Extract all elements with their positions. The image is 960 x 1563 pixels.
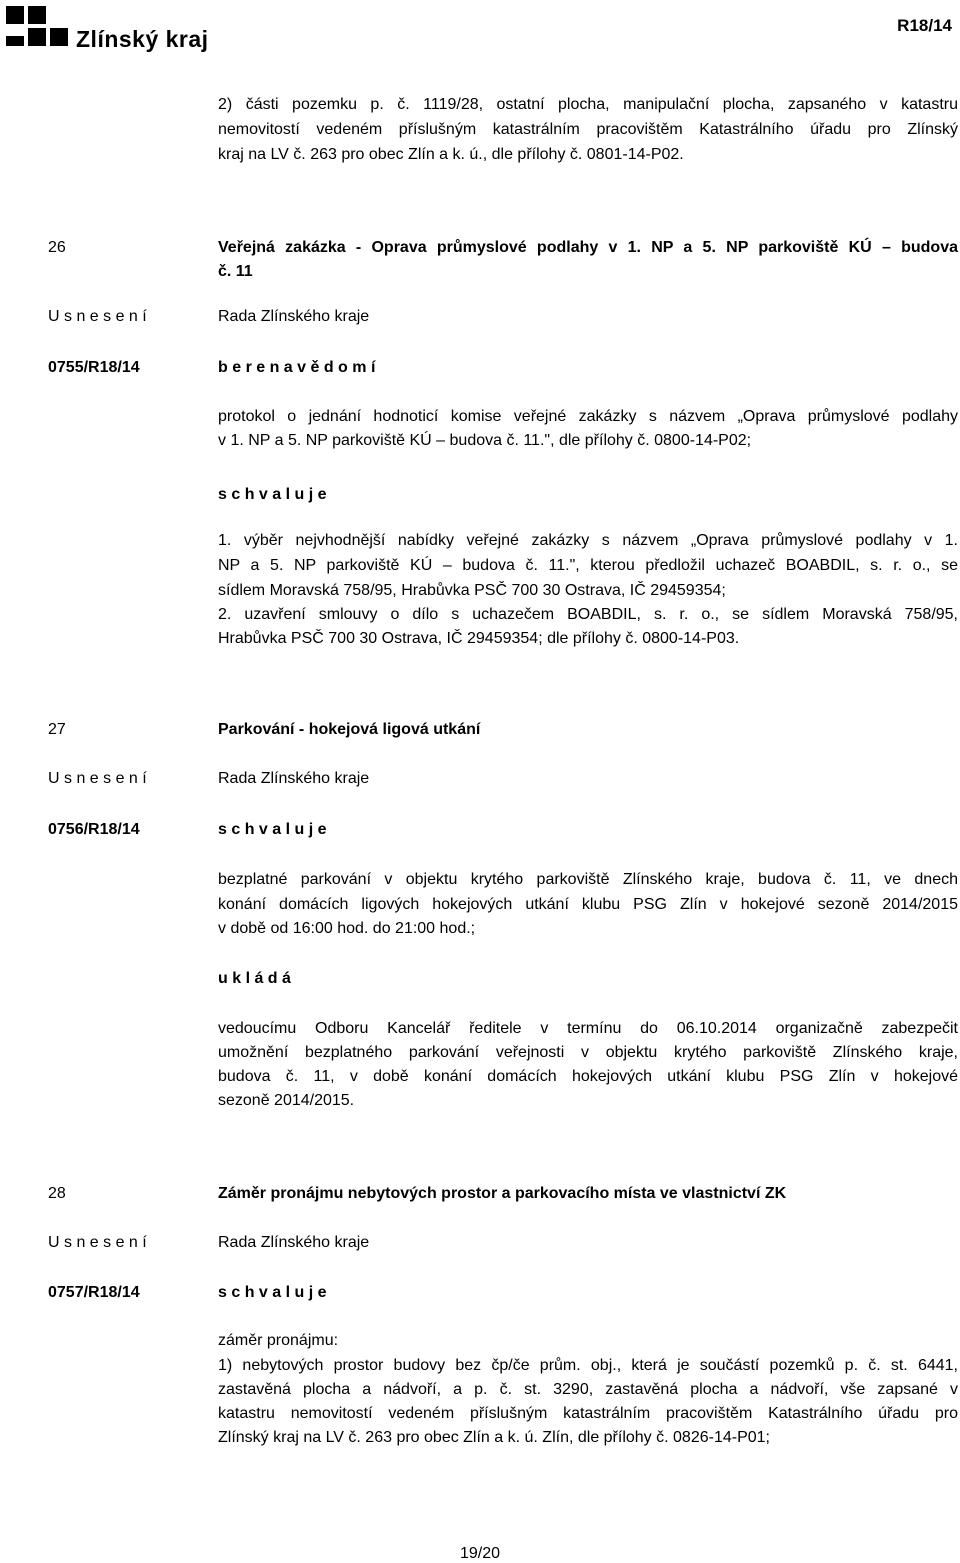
resolution-text-line: sezoně 2014/2015. [218, 1092, 355, 1109]
usneseni-label: U s n e s e n í [48, 1234, 147, 1251]
logo-square-icon [50, 28, 68, 46]
resolution-text-line: v 1. NP a 5. NP parkoviště KÚ – budova č. 11.", dle přílohy č. 0800-14-P02; [218, 432, 752, 449]
resolution-id: 0757/R18/14 [48, 1284, 140, 1301]
resolution-text-line: 2. uzavření smlouvy o dílo s uchazečem BOABDIL, s. r. o., se sídlem Moravská 758/95, [218, 606, 958, 623]
intro-line: nemovitostí vedeném příslušným katastrálním pracovištěm Katastrálního úřadu pro Zlínský [218, 121, 958, 138]
resolution-text-line: v době od 16:00 hod. do 21:00 hod.; [218, 920, 476, 937]
intro-line: 2) části pozemku p. č. 1119/28, ostatní plocha, manipulační plocha, zapsaného v katastru [218, 96, 958, 113]
resolution-text-line: NP a 5. NP parkoviště KÚ – budova č. 11.", kterou předložil uchazeč BOABDIL, s. r. o., se [218, 557, 958, 574]
resolution-text-line: Hrabůvka PSČ 700 30 Ostrava, IČ 29459354; dle přílohy č. 0800-14-P03. [218, 630, 740, 647]
resolution-text-line: Zlínský kraj na LV č. 263 pro obec Zlín a k. ú. Zlín, dle přílohy č. 0826-14-P01; [218, 1429, 770, 1446]
item-number: 27 [48, 721, 66, 738]
resolution-text-line: vedoucímu Odboru Kancelář ředitele v termínu do 06.10.2014 organizačně zabezpečit [218, 1020, 958, 1037]
item-title: Parkování - hokejová ligová utkání [218, 721, 481, 738]
logo-text: Zlínský kraj [76, 26, 209, 52]
item-number: 26 [48, 239, 66, 256]
resolution-text-line: bezplatné parkování v objektu krytého parkoviště Zlínského kraje, budova č. 11, ve dnech [218, 871, 958, 888]
resolution-text-line: záměr pronájmu: [218, 1332, 339, 1349]
intro-line: kraj na LV č. 263 pro obec Zlín a k. ú., dle přílohy č. 0801-14-P02. [218, 146, 684, 163]
resolution-text-line: zastavěná plocha a nádvoří, a p. č. st. 3290, zastavěná plocha a nádvoří, vše zapsané v [218, 1381, 958, 1398]
item-title: Záměr pronájmu nebytových prostor a parkovacího místa ve vlastnictví ZK [218, 1185, 787, 1202]
rada-label: Rada Zlínského kraje [218, 1234, 370, 1251]
uklada-label: u k l á d á [218, 970, 291, 987]
resolution-text-line: umožnění bezplatného parkování veřejnosti v objektu krytého parkoviště Zlínského kraje, [218, 1044, 958, 1061]
document-id: R18/14 [897, 16, 952, 35]
resolution-text-line: 1) nebytových prostor budovy bez čp/če prům. obj., která je součástí pozemků p. č. st. 6441, [218, 1357, 958, 1374]
resolution-text-line: budova č. 11, v době konání domácích hokejových utkání klubu PSG Zlín v hokejové [218, 1068, 958, 1085]
schvaluje-label: s c h v a l u j e [218, 821, 327, 838]
logo-square-icon [6, 6, 24, 24]
item-number: 28 [48, 1185, 66, 1202]
resolution-id: 0756/R18/14 [48, 821, 140, 838]
item-title: Veřejná zakázka - Oprava průmyslové podlahy v 1. NP a 5. NP parkoviště KÚ – budova [218, 239, 958, 256]
resolution-text-line: protokol o jednání hodnoticí komise veřejné zakázky s názvem „Oprava průmyslové podlahy [218, 408, 958, 425]
rada-label: Rada Zlínského kraje [218, 770, 370, 787]
usneseni-label: U s n e s e n í [48, 770, 147, 787]
resolution-text-line: sídlem Moravská 758/95, Hrabůvka PSČ 700 30 Ostrava, IČ 29459354; [218, 582, 726, 599]
zlinsky-kraj-logo [6, 6, 209, 54]
schvaluje-label: s c h v a l u j e [218, 1284, 327, 1301]
page-number: 19/20 [459, 1545, 501, 1562]
item-title: č. 11 [218, 263, 253, 280]
resolution-text-line: 1. výběr nejvhodnější nabídky veřejné zakázky s názvem „Oprava průmyslové podlahy v 1. [218, 532, 958, 549]
logo-square-icon [28, 6, 46, 24]
rada-label: Rada Zlínského kraje [218, 308, 370, 325]
resolution-text-line: konání domácích ligových hokejových utkání klubu PSG Zlín v hokejové sezoně 2014/2015 [218, 896, 958, 913]
logo-square-icon [28, 28, 46, 46]
resolution-id: 0755/R18/14 [48, 359, 140, 376]
schvaluje-label: s c h v a l u j e [218, 486, 327, 503]
logo-square-icon [6, 36, 24, 46]
bere-na-vedomi-label: b e r e n a v ě d o m í [218, 359, 376, 376]
resolution-text-line: katastru nemovitostí vedeném příslušným katastrálním pracovištěm Katastrálního úřadu pro [218, 1405, 958, 1422]
usneseni-label: U s n e s e n í [48, 308, 147, 325]
